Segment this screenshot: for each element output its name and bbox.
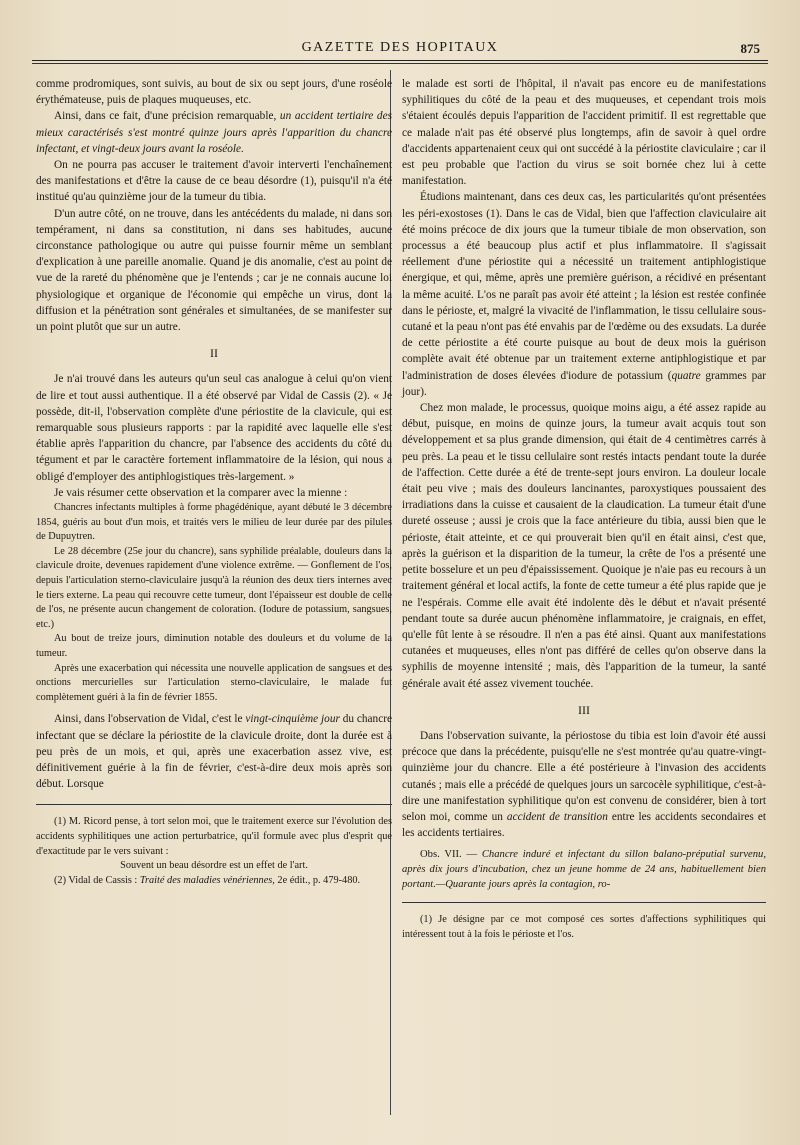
emphasis-text: quatre [671, 369, 701, 382]
page-header [30, 40, 770, 62]
emphasis-text: accident de transition [506, 810, 608, 823]
right-column [402, 76, 766, 943]
emphasis-text: vingt-cinquième jour [245, 713, 340, 726]
text-run: (2) Vidal de Cassis : [54, 874, 140, 886]
paragraph: comme prodromiques, sont suivis, au bout de six ou sept jours, d'une roséole érythémateuse, puis de plaques muqueuses, etc. [36, 78, 392, 107]
text-run: du chancre infectant que se déclare la périostite de la clavicule droite, dont la durée est à peu près de un mois, et qui, après une exacerbation assez vive, est définitivement guérie à la fin de février, c'est-à-dire deux mois après son début. Lorsque [36, 713, 392, 791]
emphasis-text: Traité des maladies vénériennes [139, 874, 273, 886]
paragraph [36, 711, 392, 792]
text-run: entre les accidents secondaires et les accidents tertiaires. [402, 810, 767, 840]
summary-paragraph: Après une exacerbation qui nécessita une nouvelle application de sangsues et des onctions mercurielles sur l'articulation sterno-claviculaire, le malade fut complètement guéri à la fin de février 1855. [36, 662, 392, 703]
paragraph: Chez mon malade, le processus, quoique moins aigu, a été assez rapide au début, puisque, en moins de quinze jours, la tumeur avait acquis tout son développement et sa plus grande dimension, qui était de 4 centimètres carrés à peu près. La peau et le tissu cellulaire sont restés intacts pendant toute la durée de l'affection. Cette durée a été de trente-sept jours environ. La douleur locale était peu vive ; mais des douleurs lancinantes, paroxystiques poussaient des irradiations dans la cuisse et causaient de la claudication. La tumeur était d'une dureté osseuse ; aussi je crois que la face antérieure du tibia, aussi bien que le périoste, était atteinte, et ce qui prouverait bien qu'il en était ainsi, c'est que, après la guérison et la disparition de la tumeur, la crête de l'os a présenté une petite bosselure et un peu d'épaississement. Quoique je n'aie pas eu recours à un traitement général et local actifs, la fonte de cette tumeur a été plus rapide que je ne l'espérais. Comme elle avait été indolente dès le début et n'avait présenté pendant toute sa durée aucun phénomène inflammatoire, je craignais, en effet, qu'elle fût lente à se résoudre. Il n'en a pas été ainsi. Quant aux manifestations cutanées et muqueuses, elles n'ont pas différé de celles qu'on observe dans la syphilis de moyenne intensité ; mais, dès l'apparition de la tumeur, la santé générale avait été assez vivement touchée. [402, 402, 766, 690]
text-run: Dans l'observation suivante, la périostose du tibia est loin d'avoir été aussi précoce que dans la précédente, puisqu'elle ne s'est montrée qu'au quatre-vingt-quinzième jour du chancre. Elle a été postérieure à l'invasion des accidents cutanés ; mais elle a précédé de quelques jours un sarcocèle syphilitique, c'est-à-dire une manifestation syphilitique qu'on est convenu de considérer, bien à tort selon moi, comme un [402, 729, 766, 823]
footnote: (1) Je désigne par ce mot composé ces sortes d'affections syphilitiques qui intéressent tout à la fois le périoste et l'os. [402, 914, 766, 940]
paragraph: On ne pourra pas accuser le traitement d'avoir interverti l'enchaînement des manifestations et d'être la cause de ce beau désordre (1), puisqu'il n'a été institué qu'au quinzième jour de la tumeur du tibia. [36, 159, 392, 204]
header-rule [32, 60, 768, 61]
page-number: 875 [740, 41, 760, 56]
observation-heading [402, 847, 766, 892]
header-rule-thin [32, 63, 768, 64]
footnote-rule [36, 804, 392, 805]
text-run: Ainsi, dans ce fait, d'une précision remarquable, [54, 110, 280, 123]
footnote [36, 874, 392, 889]
paragraph: D'un autre côté, on ne trouve, dans les antécédents du malade, ni dans son tempérament, ni dans sa constitution, ni dans ses habitudes, aucune circonstance pathologique ou autre qui puisse fournir même un semblant d'explication à une pareille anomalie. Quand je dis anomalie, c'est au point de vue de la rareté du phénomène que je l'entends ; car je ne connais aucune loi physiologique et organique de l'économie qui empêche un virus, dont la diffusion et la pénétration sont générales et simultanées, de se manifester sur un point plutôt que sur un autre. [36, 207, 392, 334]
text-run: Obs. VII. — [420, 849, 482, 861]
section-number: II [210, 346, 218, 361]
emphasis-text: un accident tertiaire des mieux caractérisés s'est montré quinze jours après l'apparition du chancre infectant, et vingt-deux jours avant la roséole. [36, 110, 392, 155]
footnote-verse: Souvent un beau désordre est un effet de l'art. [120, 860, 308, 872]
footnote-rule [402, 902, 766, 903]
paragraph [402, 728, 766, 841]
paragraph: Je n'ai trouvé dans les auteurs qu'un seul cas analogue à celui qu'on vient de lire et tout aussi authentique. Il a été observé par Vidal de Cassis (2). « Je possède, dit-il, l'observation complète d'une périostite de la clavicule, qui est remarquable sous plusieurs rapports : par la rapidité avec laquelle elle s'est établie après l'apparition du chancre, par l'absence des accidents du côté du tégument et par le caractère fortement inflammatoire de la lésion, qui nous a obligé d'employer des antiphlogistiques très-largement. » [36, 373, 392, 483]
summary-paragraph: Au bout de treize jours, diminution notable des douleurs et du volume de la tumeur. [36, 633, 392, 660]
summary-paragraph: Chancres infectants multiples à forme phagédénique, ayant débuté le 3 décembre 1854, guéris au bout d'un mois, et traités vers le milieu de leur durée par des pilules de Dupuytren. [36, 502, 392, 543]
paragraph [402, 189, 766, 400]
text-run: , 2e édit., p. 479-480. [272, 874, 361, 886]
paragraph: Je vais résumer cette observation et la comparer avec la mienne : [54, 486, 348, 499]
footnote: (1) M. Ricord pense, à tort selon moi, que le traitement exerce sur l'évolution des accidents syphilitiques une action perturbatrice, qu'il formule avec plus d'esprit que d'exactitude par le vers suivant : [36, 816, 392, 857]
paragraph [36, 108, 392, 157]
text-run: grammes par jour). [402, 369, 766, 398]
journal-title: GAZETTE DES HOPITAUX [301, 40, 499, 55]
section-number: III [578, 702, 590, 717]
paragraph: le malade est sorti de l'hôpital, il n'avait pas encore eu de manifestations syphilitiques du côté de la peau et des muqueuses, et cependant trois mois s'étaient écoulés depuis l'apparition de l'accident primitif. Il est regrettable que ce malade n'ait pas été observé plus longtemps, afin de savoir à quel ordre d'accidents appartenaient ceux qui ont succédé à la périostite claviculaire ; car il est peu probable que l'action du virus se soit bornée chez lui à cette manifestation. [402, 78, 766, 188]
text-run: Étudions maintenant, dans ces deux cas, les particularités qu'ont présentées les péri-exostoses (1). Dans le cas de Vidal, bien que l'affection claviculaire ait été moins précoce de dix jours que la tumeur tibiale de mon observation, son processus a été beaucoup plus actif et plus inflammatoire. Il s'agissait réellement d'une périostite qui a nécessité un traitement antiphlogistique énergique, et qui, même, après une première guérison, a récidivé en présentant la même acuité. L'os ne paraît pas avoir été atteint ; la lésion est restée confinée dans le périoste, et, malgré la vivacité de l'inflammation, le tissu cellulaire sous-cutané et la peau n'ont pas été envahis par de l'œdème ou des exsudats. La durée de cette périostite a été courte puisque au bout de deux mois la guérison complète avait été obtenue par un traitement externe antiphlogistique et par l'administration de doses élevées d'iodure de potassium ( [402, 191, 766, 382]
left-column [36, 76, 392, 888]
text-run: Ainsi, dans l'observation de Vidal, c'est le [54, 713, 246, 726]
emphasis-text: Chancre induré et infectant du sillon balano-préputial survenu, après dix jours d'incubation, chez un jeune homme de 24 ans, habituellement bien portant.—Quarante jours après la contagion, ro- [402, 849, 766, 891]
summary-paragraph: Le 28 décembre (25e jour du chancre), sans syphilide préalable, douleurs dans la clavicule droite, devenues rapidement d'une violence extrême. — Gonflement de l'os, depuis l'articulation sterno-claviculaire jusqu'à la réunion des deux tiers internes avec le tiers externe. La peau qui recouvre cette tumeur, dont l'épaisseur est double de celle de l'os, ne présente aucun changement de coloration. (Iodure de potassium, sangsues, etc.) [36, 545, 392, 630]
